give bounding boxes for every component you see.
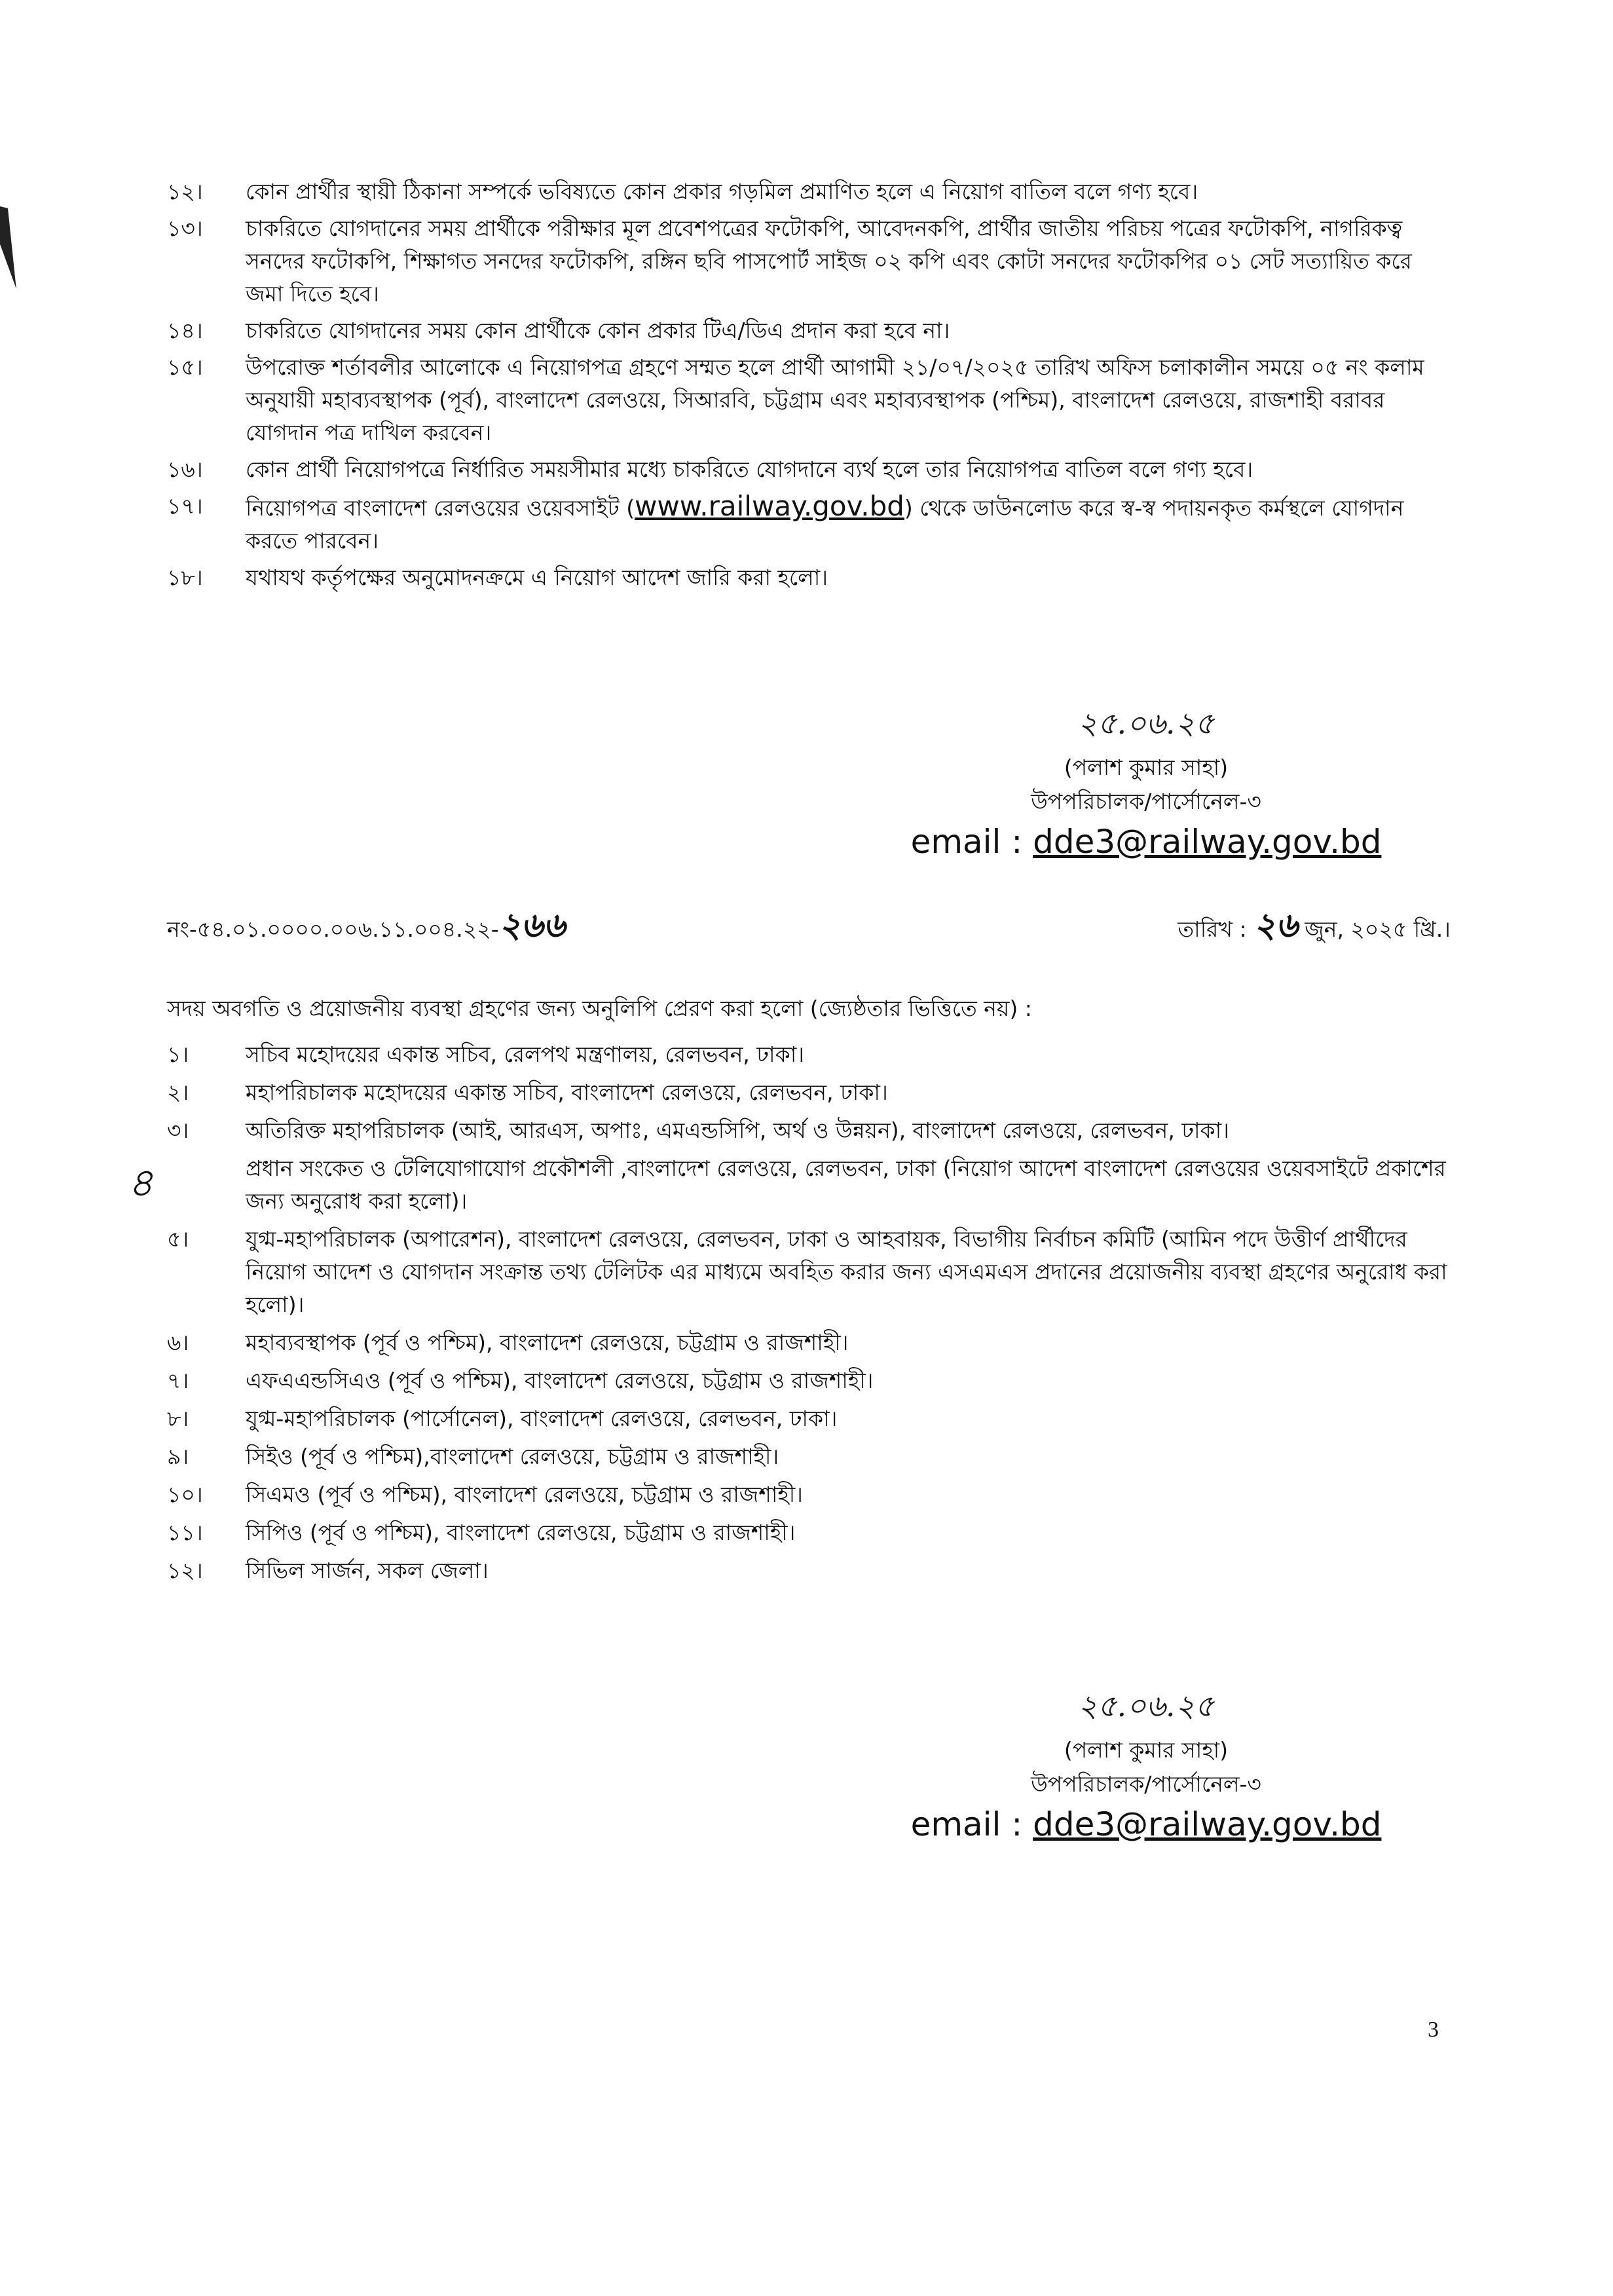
clause-17 <box>167 490 1451 557</box>
cc-item <box>167 1152 1451 1218</box>
clause-text-after: ) থেকে ডাউনলোড করে স্ব-স্ব পদায়নকৃত কর্মস্থলে যোগদান করতে পারবেন। <box>246 495 1404 554</box>
memo-row <box>167 904 1451 950</box>
cc-number: ৮। <box>167 1406 189 1431</box>
cc-text: সিইও (পূর্ব ও পশ্চিম),বাংলাদেশ রেলওয়ে, চট্টগ্রাম ও রাজশাহী। <box>246 1444 779 1469</box>
signatory-email-line <box>851 1801 1441 1847</box>
signatory-name: (পলাশ কুমার সাহা) <box>1064 755 1229 780</box>
cc-text: যুগ্ম-মহাপরিচালক (পার্সোনেল), বাংলাদেশ রেলওয়ে, রেলভবন, ঢাকা। <box>246 1406 838 1431</box>
cc-number: ৭। <box>167 1368 189 1393</box>
clause-number: ১৮। <box>167 565 203 590</box>
cc-number: ৩। <box>167 1118 189 1143</box>
cc-text: সিএমও (পূর্ব ও পশ্চিম), বাংলাদেশ রেলওয়ে, চট্টগ্রাম ও রাজশাহী। <box>246 1482 803 1507</box>
clause-18 <box>167 561 1451 594</box>
cc-text: অতিরিক্ত মহাপরিচালক (আই, আরএস, অপাঃ, এমএন্ডসিপি, অর্থ ও উন্নয়ন), বাংলাদেশ রেলওয়ে, রেলভবন, ঢাকা। <box>246 1118 1230 1143</box>
clause-number: ১৪। <box>167 318 203 343</box>
signature-block-1 <box>851 701 1441 865</box>
email-link[interactable]: dde3@railway.gov.bd <box>1033 823 1382 861</box>
memo-number-prefix: নং-৫৪.০১.০০০০.০০৬.১১.০০৪.২২- <box>167 916 499 942</box>
cc-item <box>167 1364 1451 1397</box>
signatory-title: উপপরিচালক/পার্সোনেল-৩ <box>1031 789 1261 814</box>
cc-number: ১০। <box>167 1482 203 1507</box>
cc-item <box>167 1478 1451 1511</box>
signature-handwriting: ২৫.০৬.২৫ <box>1077 706 1215 741</box>
clause-text-before: নিয়োগপত্র বাংলাদেশ রেলওয়ের ওয়েবসাইট ( <box>246 495 635 521</box>
signature-block-2 <box>851 1684 1441 1847</box>
clause-number: ১৩। <box>167 216 203 241</box>
cc-text: প্রধান সংকেত ও টেলিযোগাযোগ প্রকৌশলী ,বাংলাদেশ রেলওয়ে, রেলভবন, ঢাকা (নিয়োগ আদেশ বাংলাদেশ রেলওয়ের ওয়েবসাইটে প্রকাশের জন্য অনুরোধ করা হলো)। <box>246 1156 1446 1214</box>
clause-text: কোন প্রার্থী নিয়োগপত্রে নির্ধারিত সময়সীমার মধ্যে চাকরিতে যোগদানে ব্যর্থ হলে তার নিয়োগপত্র বাতিল বলে গণ্য হবে। <box>246 457 1253 482</box>
email-label: email : <box>910 823 1023 861</box>
clause-14 <box>167 314 1451 347</box>
cc-text: যুগ্ম-মহাপরিচালক (অপারেশন), বাংলাদেশ রেলওয়ে, রেলভবন, ঢাকা ও আহবায়ক, বিভাগীয় নির্বাচন কমিটি (আমিন পদে উত্তীর্ণ প্রার্থীদের নিয়োগ আদেশ ও যোগদান সংক্রান্ত তথ্য টেলিটক এর মাধ্যমে অবহিত করার জন্য এসএমএস প্রদানের প্রয়োজনীয় ব্যবস্থা গ্রহণের অনুরোধ করা হলো)। <box>246 1226 1447 1317</box>
cc-item <box>167 1223 1451 1321</box>
signature-handwriting: ২৫.০৬.২৫ <box>1077 1688 1215 1723</box>
cc-item <box>167 1327 1451 1359</box>
email-link[interactable]: dde3@railway.gov.bd <box>1033 1805 1382 1843</box>
date-rest: জুন, ২০২৫ খ্রি.। <box>1305 916 1451 942</box>
terms-list <box>167 176 1451 598</box>
cc-intro: সদয় অবগতি ও প্রয়োজনীয় ব্যবস্থা গ্রহণের জন্য অনুলিপি প্রেরণ করা হলো (জ্যেষ্ঠতার ভিত্তিতে নয়) : <box>167 996 1032 1021</box>
signatory-email-line <box>851 819 1441 865</box>
clause-number: ১৫। <box>167 354 203 380</box>
cc-number: ১। <box>167 1042 189 1067</box>
date-day-handwritten: ২৬ <box>1253 905 1298 945</box>
clause-text: উপরোক্ত শর্তাবলীর আলোকে এ নিয়োগপত্র গ্রহণে সম্মত হলে প্রার্থী আগামী ২১/০৭/২০২৫ তারিখ অফিস চলাকালীন সময়ে ০৫ নং কলাম অনুযায়ী মহাব্যবস্থাপক (পূর্ব), বাংলাদেশ রেলওয়ে, সিআরবি, চট্টগ্রাম এবং মহাব্যবস্থাপক (পশ্চিম), বাংলাদেশ রেলওয়ে, রাজশাহী বরাবর যোগদান পত্র দাখিল করবেন। <box>246 354 1424 445</box>
clause-text: চাকরিতে যোগদানের সময় প্রার্থীকে পরীক্ষার মূল প্রবেশপত্রের ফটোকপি, আবেদনকপি, প্রার্থীর জাতীয় পরিচয় পত্রের ফটোকপি, নাগরিকত্ব সনদের ফটোকপি, শিক্ষাগত সনদের ফটোকপি, রঙ্গিন ছবি পাসপোর্ট সাইজ ০২ কপি এবং কোটা সনদের ফটোকপির ০১ সেট সত্যায়িত করে জমা দিতে হবে। <box>246 216 1412 307</box>
scan-edge-mark <box>0 196 35 289</box>
page-number: 3 <box>1428 2018 1439 2042</box>
clause-number: ১৬। <box>167 457 203 482</box>
clause-text: যথাযথ কর্তৃপক্ষের অনুমোদনক্রমে এ নিয়োগ আদেশ জারি করা হলো। <box>246 565 828 590</box>
signatory-title: উপপরিচালক/পার্সোনেল-৩ <box>1031 1771 1261 1797</box>
clause-text <box>246 490 1451 557</box>
cc-text: সচিব মহোদয়ের একান্ত সচিব, রেলপথ মন্ত্রণালয়, রেলভবন, ঢাকা। <box>246 1042 805 1067</box>
email-label: email : <box>910 1805 1023 1843</box>
cc-list <box>167 1038 1451 1592</box>
cc-text: সিপিও (পূর্ব ও পশ্চিম), বাংলাদেশ রেলওয়ে, চট্টগ্রাম ও রাজশাহী। <box>246 1520 796 1545</box>
cc-item <box>167 1076 1451 1109</box>
cc-item <box>167 1038 1451 1071</box>
clause-number: ১৭। <box>167 493 203 519</box>
cc-item <box>167 1402 1451 1435</box>
cc-text: এফএএন্ডসিএও (পূর্ব ও পশ্চিম), বাংলাদেশ রেলওয়ে, চট্টগ্রাম ও রাজশাহী। <box>246 1368 874 1393</box>
date-label: তারিখ : <box>1177 916 1247 942</box>
cc-item <box>167 1554 1451 1587</box>
clause-15 <box>167 351 1451 449</box>
clause-number: ১২। <box>167 179 203 204</box>
cc-number: ৬। <box>167 1330 189 1355</box>
website-link[interactable]: www.railway.gov.bd <box>635 490 904 522</box>
clause-13 <box>167 212 1451 311</box>
memo-number <box>167 899 565 956</box>
cc-text: সিভিল সার্জন, সকল জেলা। <box>246 1558 489 1583</box>
clause-16 <box>167 453 1451 486</box>
clause-12 <box>167 176 1451 208</box>
cc-number: ৯। <box>167 1444 189 1469</box>
clause-text: চাকরিতে যোগদানের সময় কোন প্রার্থীকে কোন প্রকার টিএ/ডিএ প্রদান করা হবে না। <box>246 318 950 343</box>
cc-text: মহাব্যবস্থাপক (পূর্ব ও পশ্চিম), বাংলাদেশ রেলওয়ে, চট্টগ্রাম ও রাজশাহী। <box>246 1330 849 1355</box>
cc-number: ২। <box>167 1080 189 1105</box>
memo-number-handwritten: ২৬৬ <box>498 905 566 945</box>
cc-item <box>167 1114 1451 1147</box>
cc-number: ১১। <box>167 1520 203 1545</box>
cc-item <box>167 1440 1451 1473</box>
cc-item <box>167 1516 1451 1549</box>
signatory-name: (পলাশ কুমার সাহা) <box>1064 1737 1229 1763</box>
memo-date <box>1177 899 1451 956</box>
cc-number: ১২। <box>167 1558 203 1583</box>
handwritten-tick-mark: ৪ <box>128 1160 153 1206</box>
clause-text: কোন প্রার্থীর স্থায়ী ঠিকানা সম্পর্কে ভবিষ্যতে কোন প্রকার গড়মিল প্রমাণিত হলে এ নিয়োগ বাতিল বলে গণ্য হবে। <box>246 179 1198 204</box>
cc-number: ৫। <box>167 1226 189 1252</box>
cc-text: মহাপরিচালক মহোদয়ের একান্ত সচিব, বাংলাদেশ রেলওয়ে, রেলভবন, ঢাকা। <box>246 1080 888 1105</box>
